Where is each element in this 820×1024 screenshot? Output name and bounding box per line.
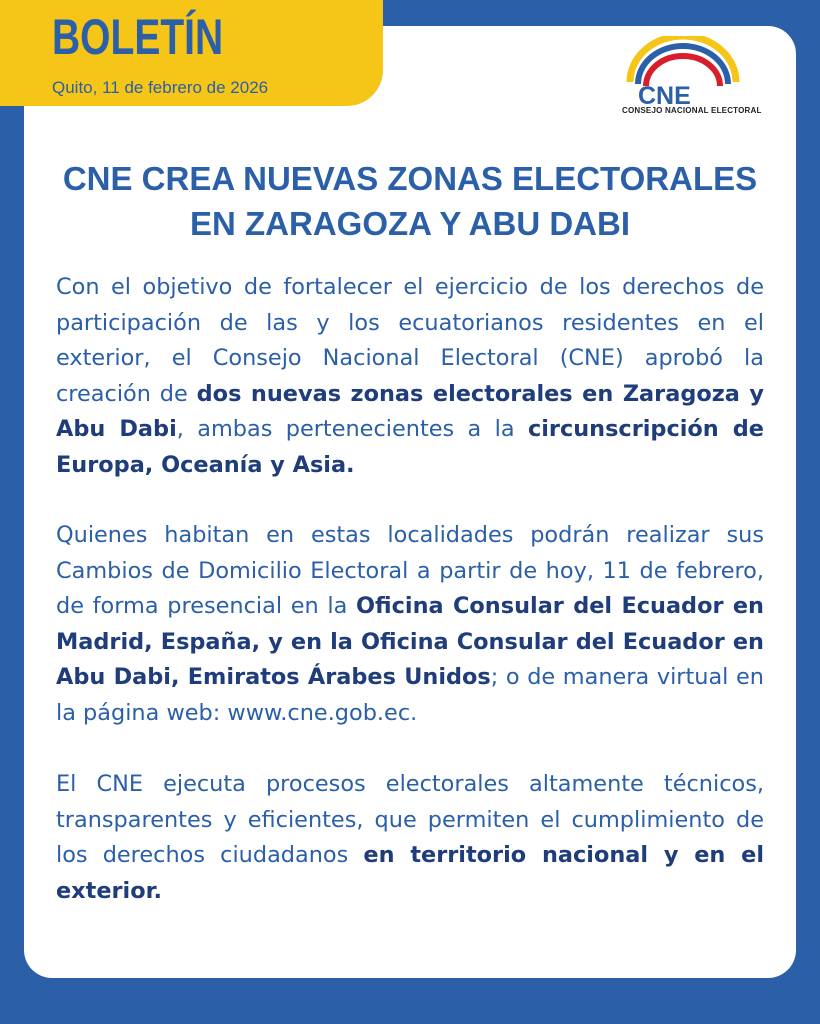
paragraph-3: [56, 767, 764, 909]
paragraph-2: [56, 518, 764, 731]
bulletin-date: Quito, 11 de febrero de 2026: [52, 78, 269, 97]
bulletin-tab: [0, 0, 383, 106]
paragraph-1-bold-a: dos nuevas zonas electorales en Zaragoza y Abu Dabi: [56, 380, 764, 442]
paragraph-1-text-a: Con el objetivo de fortalecer el ejercicio de los derechos de participación de las y los ecuatorianos residentes en el exterior, el Consejo Nacional Electoral (CNE) aprobó la creación de: [56, 274, 764, 407]
paragraph-2-text-a: Quienes habitan en estas localidades podrán realizar sus Cambios de Domicilio Electoral a partir de hoy, 11 de febrero, de forma presencial en la: [56, 522, 764, 619]
paragraph-3-text-a: El CNE ejecuta procesos electorales altamente técnicos, transparentes y eficientes, que permiten el cumplimiento de los derechos ciudadanos: [56, 771, 764, 868]
paragraph-1: [56, 270, 764, 483]
paragraph-1-text-b: , ambas pertenecientes a la: [176, 416, 528, 442]
cne-logo-letters: CNE: [638, 82, 691, 110]
cne-logo-name: CONSEJO NACIONAL ELECTORAL: [622, 106, 762, 115]
headline-line-2: EN ZARAGOZA Y ABU DABI: [189, 205, 631, 242]
paragraph-3-bold-a: en territorio nacional y en el exterior.: [56, 842, 764, 904]
bulletin-title: BOLETÍN: [52, 9, 224, 65]
headline-line-1: CNE CREA NUEVAS ZONAS ELECTORALES: [62, 160, 758, 197]
paragraph-1-bold-b: circunscripción de Europa, Oceanía y Asia.: [56, 416, 764, 478]
paragraph-2-bold-a: Oficina Consular del Ecuador en Madrid, España, y en la Oficina Consular del Ecuador en Abu Dabi, Emiratos Árabes Unidos: [56, 593, 764, 690]
headline: [40, 156, 780, 246]
paragraph-2-text-b: ; o de manera virtual en la página web: www.cne.gob.ec.: [56, 664, 764, 726]
